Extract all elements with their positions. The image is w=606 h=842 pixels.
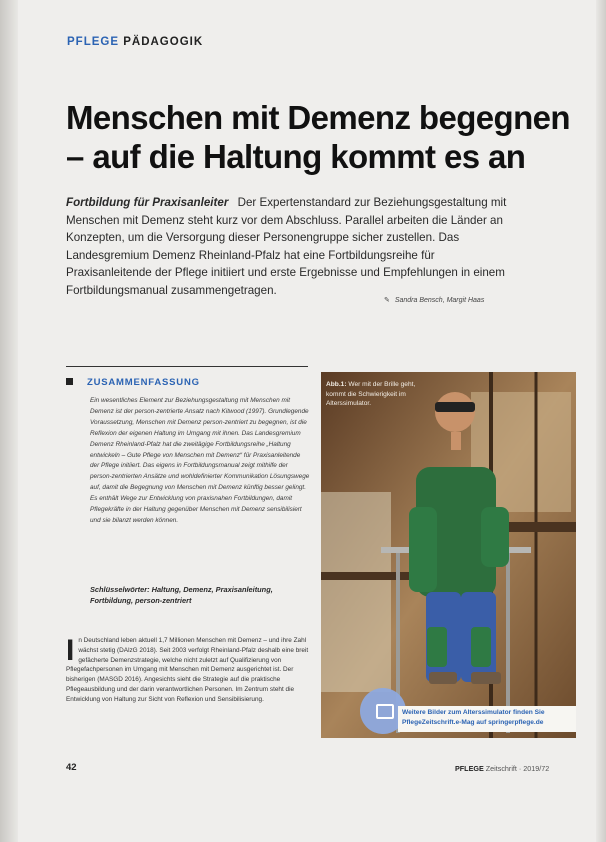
summary-text: Ein wesentliches Element zur Beziehungsgestaltung mit Menschen mit Demenz ist der person-zentrierte Ansatz nach Kitwood (1997). Grundlegende Voraussetzung, Menschen mit Demenz person-zentriert zu begegnen, ist die Reflexion der eigenen Haltung im Umgang mit ihnen. Das Landesgremium Demenz Rheinland-Pfalz hat die zweitägige Fortbildungsreihe „Haltung entwickeln – Gute Pflege von Menschen mit Demenz“ für Praxisanleitende der Pflege initiiert. Das eigens in Fortbildungsmanual zeigt mithilfe der person-zentrierten Ansätze und wohldefinierter Kommunikation Lösungswege auf, damit die Begegnung von Menschen mit Demenz künftig besser gelingt. Es enthält Wege zur Entwicklung von praxisnahen Fortbildungen, damit Pflegekräfte in der Haltung gegenüber Menschen mit Demenz sensibilisiert und sie bilanzt werden können.	[90, 397, 310, 524]
square-bullet-icon	[66, 378, 73, 385]
magazine-footer	[455, 764, 549, 773]
photo-caption	[326, 380, 436, 409]
summary-divider	[66, 366, 308, 367]
lead-paragraph	[66, 194, 518, 300]
body-text: n Deutschland leben aktuell 1,7 Millionen Menschen mit Demenz – und ihre Zahl wächst stetig (DAlzG 2018). Seit 2003 verfolgt Rheinland-Pfalz deshalb eine breit gefächerte Demenzstrategie, welche nicht zuletzt auf Qualifizierung von Pflegefachpersonen im Umgang mit Menschen mit Demenz ausgerichtet ist. Der bisherigen (MASGD 2016). Angesichts sieht die Strategie auf die praktische Pflegeausbildung und der darin verantwortlichen Personen. Im Zentrum steht die Entwicklung von Haltung zur Sicht von Reflexion und Sensibilisierung.	[66, 637, 309, 703]
lead-title: Fortbildung für Praxisanleiter	[66, 196, 229, 209]
article-photo	[321, 372, 576, 738]
page-shadow-left	[0, 0, 18, 842]
caption-text: Wer mit der Brille geht, kommt die Schwierigkeit im Alterssimulator.	[326, 381, 416, 407]
magazine-issue: Zeitschrift · 2019/72	[485, 764, 550, 773]
article-headline	[66, 98, 586, 176]
keywords: Schlüsselwörter: Haltung, Demenz, Praxisanleitung, Fortbildung, person-zentriert	[90, 585, 273, 605]
caption-label: Abb.1:	[326, 381, 347, 388]
headline-line-1: Menschen mit Demenz begegnen	[66, 99, 570, 136]
photo-illustration	[321, 372, 576, 738]
page-shadow-right	[596, 0, 606, 842]
pen-icon: ✎	[384, 297, 390, 304]
section-label	[67, 36, 203, 48]
author-line	[384, 296, 484, 304]
emag-link[interactable]	[398, 706, 576, 732]
author-names: Sandra Bensch, Margit Haas	[394, 297, 485, 304]
page-number: 42	[66, 762, 77, 773]
body-paragraph	[66, 636, 309, 705]
emag-line-1: Weitere Bilder zum Alterssimulator finden Sie	[402, 709, 545, 716]
drop-cap: I	[66, 634, 75, 667]
summary-heading-text: ZUSAMMENFASSUNG	[87, 377, 200, 388]
magazine-name: PFLEGE	[455, 764, 484, 773]
lead-text: Der Expertenstandard zur Beziehungsgestaltung mit Menschen mit Demenz steht kurz vor dem Abschluss. Parallel arbeiten die Länder an Konzepten, um die Versorgung dieser Personengruppe sicher zustellen. Das Landesgremium Demenz Rheinland-Pfalz hat eine Fortbildungsreihe für Praxisanleitende der Pflege initiiert und erste Ergebnisse und Empfehlungen in einem Fortbildungsmanual zusammengetragen.	[66, 196, 507, 297]
gallery-icon	[376, 704, 394, 719]
section-keyword-2: PÄDAGOGIK	[123, 36, 204, 48]
section-keyword-1: PFLEGE	[67, 36, 120, 48]
summary-heading	[66, 377, 200, 388]
emag-line-2: PflegeZeitschrift.e-Mag auf springerpflege.de	[402, 718, 544, 726]
headline-line-2: – auf die Haltung kommt es an	[66, 138, 526, 175]
